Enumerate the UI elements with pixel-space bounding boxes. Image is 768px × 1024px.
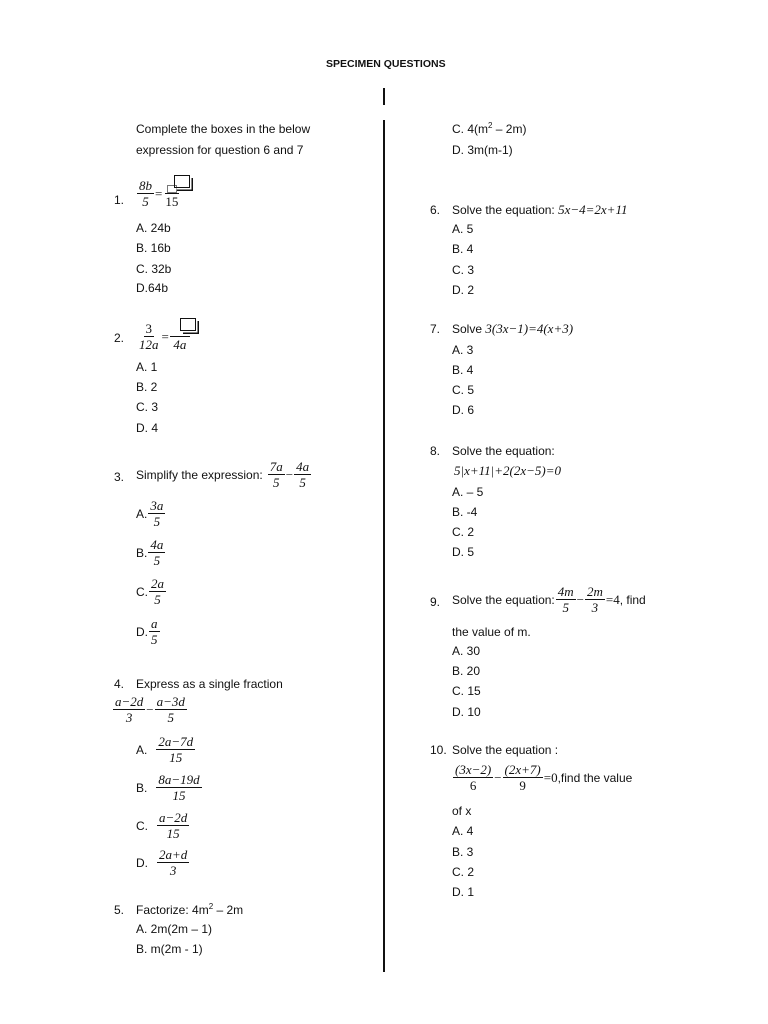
question-9-line	[452, 584, 646, 615]
q4-option-c-letter: C.	[136, 818, 148, 833]
answer-box-icon	[180, 318, 196, 331]
q3-option-c-denominator: 5	[154, 592, 161, 607]
q3-option-b-denominator: 5	[153, 553, 161, 568]
question-7-number: 7.	[430, 322, 441, 336]
q10-f2-denominator: 9	[519, 778, 526, 793]
q9-option-a: A. 30	[452, 644, 481, 658]
q5-option-c-tail: – 2m)	[492, 122, 527, 136]
q3-option-d-denominator: 5	[151, 632, 158, 647]
q10-f1-numerator	[453, 762, 493, 778]
q3-option-a-numerator: 3a	[150, 498, 164, 513]
question-3-expression	[136, 459, 312, 490]
q10-line-2: of x	[452, 804, 472, 818]
q2-option-d: D. 4	[136, 421, 159, 435]
question-4-number: 4.	[114, 677, 125, 691]
question-4-text: Express as a single fraction	[136, 677, 283, 691]
q9-option-c: C. 15	[452, 684, 481, 698]
q2-rhs-denominator: 4a	[173, 337, 187, 352]
q4-minus: −	[146, 701, 154, 717]
q2-equals: =	[161, 328, 169, 344]
q9-option-b: B. 20	[452, 664, 481, 678]
q6-text: Solve the equation:	[452, 203, 555, 217]
q10-f2-numerator-text: (2x+7)	[504, 762, 541, 777]
q4-option-c	[136, 810, 190, 841]
question-6-number: 6.	[430, 203, 441, 217]
q2-lhs-numerator: 3	[145, 321, 152, 336]
q4-option-a-letter: A.	[136, 742, 148, 757]
q3-option-c-letter: C.	[136, 584, 148, 599]
q9-minus: −	[576, 591, 584, 607]
question-1-number: 1.	[114, 193, 125, 207]
q1-rhs-denominator: 15	[165, 194, 179, 209]
q4-option-d-numerator: 2a+d	[159, 847, 188, 862]
q9-text: Solve the equation:	[452, 592, 555, 607]
q5-option-c-superscript: 2	[488, 121, 493, 130]
q10-f1-numerator-text: (3x−2)	[455, 762, 492, 777]
q5-option-c	[452, 122, 526, 136]
intro-line-1: Complete the boxes in the below	[136, 122, 311, 136]
q10-option-c: C. 2	[452, 865, 475, 879]
q3-option-c	[136, 576, 167, 607]
q10-text-tail: ,find the value	[557, 770, 633, 785]
question-8-text: Solve the equation:	[452, 444, 555, 458]
q4-f2-denominator: 5	[167, 710, 175, 725]
q4-f1-denominator: 3	[125, 710, 133, 725]
q4-option-a-numerator: 2a−7d	[158, 734, 194, 749]
q6-option-b: B. 4	[452, 242, 474, 256]
q3-option-d	[136, 616, 161, 647]
q7-text: Solve	[452, 322, 483, 336]
q9-f1-denominator: 5	[562, 600, 569, 615]
q4-f2-numerator: a−3d	[156, 694, 185, 709]
q2-lhs-denominator: 12a	[139, 337, 159, 352]
question-10-expression	[452, 762, 632, 793]
q1-option-b: B. 16b	[136, 241, 171, 255]
question-10-text: Solve the equation :	[452, 743, 559, 757]
q6-equation: 5x−4=2x+11	[558, 202, 628, 217]
q3-f1-numerator: 7a	[269, 459, 283, 474]
q8-option-b: B. -4	[452, 505, 478, 519]
q1-option-c: C. 32b	[136, 262, 172, 276]
question-4-expression	[112, 694, 188, 725]
q3-option-d-letter: D.	[136, 624, 148, 639]
q5-option-a: A. 2m(2m – 1)	[136, 922, 213, 936]
q6-option-c: C. 3	[452, 263, 475, 277]
question-3-number: 3.	[114, 470, 125, 484]
q3-minus: −	[285, 466, 294, 482]
q1-option-a: A. 24b	[136, 221, 171, 235]
q7-option-b: B. 4	[452, 363, 474, 377]
q3-option-a	[136, 498, 166, 529]
question-5-number: 5.	[114, 903, 125, 917]
q10-f2-numerator	[503, 762, 543, 778]
q4-f1-numerator: a−2d	[115, 694, 144, 709]
q3-f1-denominator: 5	[272, 475, 280, 490]
q4-option-a	[136, 734, 196, 765]
q4-option-c-denominator: 15	[166, 826, 180, 841]
q9-f2-numerator: 2m	[586, 584, 603, 599]
q9-eq-tail: =4	[605, 591, 620, 607]
question-6-line	[452, 202, 628, 218]
q3-f2-denominator: 5	[299, 475, 306, 490]
q9-option-d: D. 10	[452, 705, 481, 719]
q3-option-a-letter: A.	[136, 506, 148, 521]
question-2-number: 2.	[114, 331, 125, 345]
q3-f2-numerator: 4a	[296, 459, 310, 474]
q4-option-b-numerator: 8a−19d	[158, 772, 200, 787]
q5-option-c-text: C. 4(m	[452, 122, 488, 136]
q5-text-tail: – 2m	[213, 903, 244, 917]
q2-option-a: A. 1	[136, 360, 158, 374]
q3-option-b-letter: B.	[136, 545, 148, 560]
q4-option-b	[136, 772, 203, 803]
question-10-number: 10.	[430, 743, 447, 757]
q3-text: Simplify the expression:	[136, 467, 263, 482]
q10-option-d: D. 1	[452, 885, 475, 899]
q5-superscript: 2	[208, 902, 214, 911]
q1-lhs-numerator: 8b	[139, 178, 152, 193]
q7-equation: 3(3x−1)=4(x+3)	[485, 321, 574, 336]
q3-option-a-denominator: 5	[153, 514, 161, 529]
q7-option-a: A. 3	[452, 343, 474, 357]
q9-text-tail: , find	[619, 592, 646, 607]
q4-option-c-numerator: a−2d	[159, 810, 188, 825]
question-5-text	[136, 903, 243, 917]
q4-option-d	[136, 847, 190, 878]
q6-option-d: D. 2	[452, 283, 475, 297]
q3-option-b	[136, 537, 166, 568]
q8-equation: 5|x+11|+2(2x−5)=0	[454, 463, 561, 478]
q10-eq-tail: =0	[543, 769, 558, 785]
q4-option-b-denominator: 15	[172, 788, 186, 803]
q3-option-d-numerator: a	[151, 616, 158, 631]
q4-option-d-letter: D.	[136, 855, 148, 870]
q9-f2-denominator: 3	[591, 600, 599, 615]
q5-text: Factorize: 4m	[136, 903, 209, 917]
q9-f1-numerator: 4m	[557, 584, 574, 599]
q1-option-d: D.64b	[136, 281, 169, 295]
column-divider	[383, 120, 385, 972]
q4-option-d-denominator: 3	[169, 863, 177, 878]
q4-option-a-denominator: 15	[169, 750, 183, 765]
q5-option-d: D. 3m(m-1)	[452, 143, 513, 157]
intro-line-2: expression for question 6 and 7	[136, 143, 304, 157]
q9-line-2: the value of m.	[452, 625, 531, 639]
question-9-number: 9.	[430, 595, 441, 609]
q6-option-a: A. 5	[452, 222, 474, 236]
q10-f1-denominator: 6	[469, 778, 477, 793]
q3-option-b-numerator: 4a	[150, 537, 164, 552]
q8-option-d: D. 5	[452, 545, 475, 559]
page-title: SPECIMEN QUESTIONS	[326, 58, 446, 70]
q10-minus: −	[494, 769, 502, 785]
q2-option-b: B. 2	[136, 380, 158, 394]
q3-option-c-numerator: 2a	[151, 576, 164, 591]
q10-option-b: B. 3	[452, 845, 474, 859]
q1-lhs-denominator: 5	[142, 194, 149, 209]
answer-box-icon	[174, 175, 190, 188]
header-divider	[383, 88, 385, 105]
q7-option-d: D. 6	[452, 403, 475, 417]
question-8-number: 8.	[430, 444, 441, 458]
q2-option-c: C. 3	[136, 400, 159, 414]
q4-option-b-letter: B.	[136, 780, 148, 795]
q8-option-a: A. – 5	[452, 485, 484, 499]
question-7-line	[452, 321, 573, 337]
q7-option-c: C. 5	[452, 383, 475, 397]
q8-option-c: C. 2	[452, 525, 475, 539]
q1-equals: =	[155, 185, 163, 201]
q5-option-b: B. m(2m - 1)	[136, 942, 203, 956]
q10-option-a: A. 4	[452, 824, 474, 838]
